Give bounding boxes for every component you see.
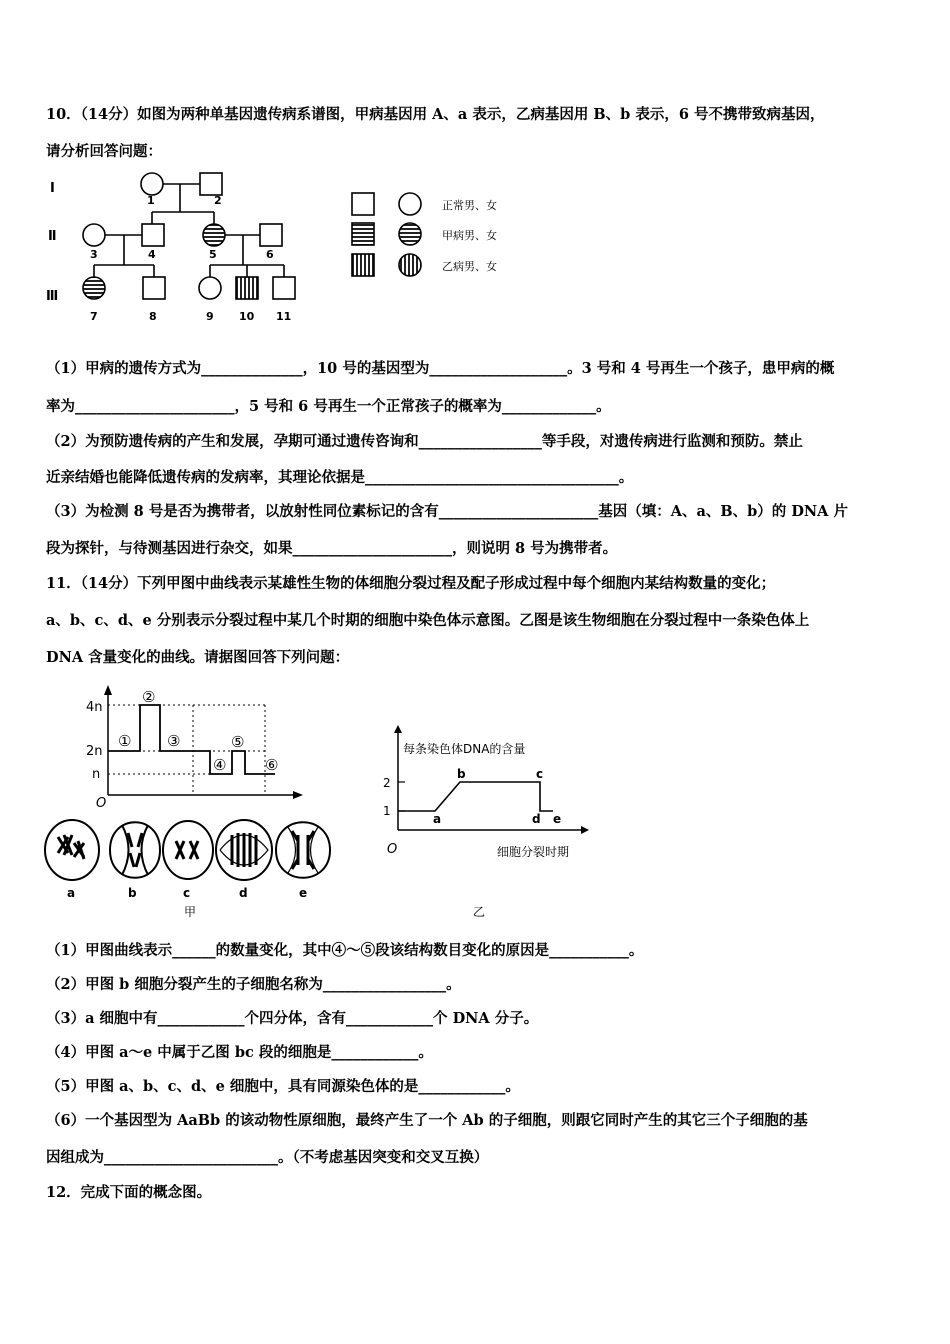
id-4: 4 xyxy=(148,248,156,261)
figure-yi xyxy=(375,725,605,920)
jia-ytick-2n: 2n xyxy=(86,744,103,759)
legend-yi-male xyxy=(352,254,374,276)
q10-p1a: （1）甲病的遗传方式为______________，10 号的基因型为___________________。3 号和 4 号再生一个孩子，患甲病的概 xyxy=(46,360,835,377)
individual-1 xyxy=(141,173,163,195)
yi-origin: O xyxy=(387,842,398,857)
legend-jia-male xyxy=(352,223,374,245)
q11-s1: （1）甲图曲线表示______的数量变化，其中④～⑤段该结构数目变化的原因是___________。 xyxy=(46,942,644,959)
cell-label-b: b xyxy=(128,886,137,900)
yi-ytick-1: 1 xyxy=(383,804,391,818)
legend-normal-male xyxy=(352,193,374,215)
id-1: 1 xyxy=(147,194,155,207)
gen-label-2: Ⅱ xyxy=(48,229,57,244)
q11-s2: （2）甲图 b 细胞分裂产生的子细胞名称为_________________。 xyxy=(46,976,461,993)
legend-jia-label: 甲病男、女 xyxy=(442,229,497,242)
cell-label-a: a xyxy=(67,886,76,900)
legend-yi-label: 乙病男、女 xyxy=(442,260,497,273)
figure-jia xyxy=(40,685,340,920)
legend-jia-female xyxy=(399,223,421,245)
q11-line2: a、b、c、d、e 分别表示分裂过程中某几个时期的细胞中染色体示意图。乙图是该生物细胞在分裂过程中一条染色体上 xyxy=(46,612,810,629)
individual-4 xyxy=(142,224,164,246)
yi-curve xyxy=(398,782,553,811)
individual-2 xyxy=(200,173,222,195)
yi-ytick-2: 2 xyxy=(383,776,391,790)
yi-point-e: e xyxy=(553,812,562,826)
cell-c xyxy=(163,821,213,879)
individual-7 xyxy=(83,277,105,299)
q10-p2b: 近亲结婚也能降低遗传病的发病率，其理论依据是___________________________________。 xyxy=(46,469,634,486)
cell-a xyxy=(45,820,99,880)
individual-8 xyxy=(143,277,165,299)
yi-point-b: b xyxy=(457,767,466,781)
legend-yi-female xyxy=(399,254,421,276)
individual-10 xyxy=(236,277,258,299)
id-6: 6 xyxy=(266,248,274,261)
yi-point-c: c xyxy=(536,767,544,781)
jia-origin: O xyxy=(96,796,107,811)
id-2: 2 xyxy=(214,194,222,207)
id-3: 3 xyxy=(90,248,98,261)
q10-p1b: 率为______________________，5 号和 6 号再生一个正常孩子的概率为_____________。 xyxy=(46,398,611,415)
cell-b xyxy=(110,822,160,878)
q10-p3a: （3）为检测 8 号是否为携带者，以放射性同位素标记的含有______________________基因（填：A、a、B、b）的 DNA 片 xyxy=(46,503,848,520)
id-5: 5 xyxy=(209,248,217,261)
legend-normal-label: 正常男、女 xyxy=(442,199,497,212)
jia-seg-6: ⑥ xyxy=(265,756,279,774)
gen-label-1: Ⅰ xyxy=(50,181,55,196)
cell-label-e: e xyxy=(299,886,308,900)
q10-line1: 10．（14分）如图为两种单基因遗传病系谱图，甲病基因用 A、a 表示，乙病基因用 B、b 表示，6 号不携带致病基因， xyxy=(46,106,825,123)
jia-seg-1: ① xyxy=(118,732,132,750)
yi-point-a: a xyxy=(433,812,442,826)
individual-9 xyxy=(199,277,221,299)
q11-s4: （4）甲图 a～e 中属于乙图 bc 段的细胞是____________。 xyxy=(46,1044,433,1061)
yi-xlabel: 细胞分裂时期 xyxy=(497,845,570,859)
cell-label-d: d xyxy=(239,886,248,900)
jia-caption: 甲 xyxy=(184,905,197,919)
cell-label-c: c xyxy=(183,886,191,900)
individual-5 xyxy=(203,224,225,246)
q11-s5: （5）甲图 a、b、c、d、e 细胞中，具有同源染色体的是____________。 xyxy=(46,1078,520,1095)
q10-p3b: 段为探针，与待测基因进行杂交，如果______________________，则说明 8 号为携带者。 xyxy=(46,540,618,557)
q11-s3: （3）a 细胞中有____________个四分体，含有____________个 DNA 分子。 xyxy=(46,1010,539,1027)
q11-line3: DNA 含量变化的曲线。请据图回答下列问题： xyxy=(46,649,350,666)
jia-seg-4: ④ xyxy=(213,756,227,774)
jia-seg-2: ② xyxy=(142,688,156,706)
q11-s6b: 因组成为________________________。（不考虑基因突变和交叉互换） xyxy=(46,1149,489,1166)
jia-ytick-n: n xyxy=(92,767,101,782)
q10-line2: 请分析回答问题： xyxy=(46,143,162,160)
cell-e xyxy=(276,822,330,878)
individual-6 xyxy=(260,224,282,246)
individual-11 xyxy=(273,277,295,299)
q11-s6a: （6）一个基因型为 AaBb 的该动物性原细胞，最终产生了一个 Ab 的子细胞，则跟它同时产生的其它三个子细胞的基 xyxy=(46,1112,808,1129)
id-7: 7 xyxy=(90,310,98,323)
q12-line1: 12．完成下面的概念图。 xyxy=(46,1184,212,1201)
jia-seg-3: ③ xyxy=(167,732,181,750)
id-11: 11 xyxy=(276,310,292,323)
jia-curve xyxy=(108,705,275,774)
individual-3 xyxy=(83,224,105,246)
cell-d xyxy=(216,820,272,880)
q11-line1: 11．（14分）下列甲图中曲线表示某雄性生物的体细胞分裂过程及配子形成过程中每个细胞内某结构数量的变化； xyxy=(46,575,776,592)
jia-ytick-4n: 4n xyxy=(86,700,103,715)
jia-seg-5: ⑤ xyxy=(231,733,245,751)
q10-p2a: （2）为预防遗传病的产生和发展，孕期可通过遗传咨询和_________________等手段，对遗传病进行监测和预防。禁止 xyxy=(46,433,803,450)
id-9: 9 xyxy=(206,310,214,323)
legend-normal-female xyxy=(399,193,421,215)
id-8: 8 xyxy=(149,310,157,323)
yi-point-d: d xyxy=(532,812,541,826)
gen-label-3: Ⅲ xyxy=(46,289,59,304)
yi-title: 每条染色体DNA的含量 xyxy=(403,742,526,756)
pedigree-figure xyxy=(44,168,524,328)
id-10: 10 xyxy=(239,310,255,323)
yi-caption: 乙 xyxy=(473,905,486,919)
